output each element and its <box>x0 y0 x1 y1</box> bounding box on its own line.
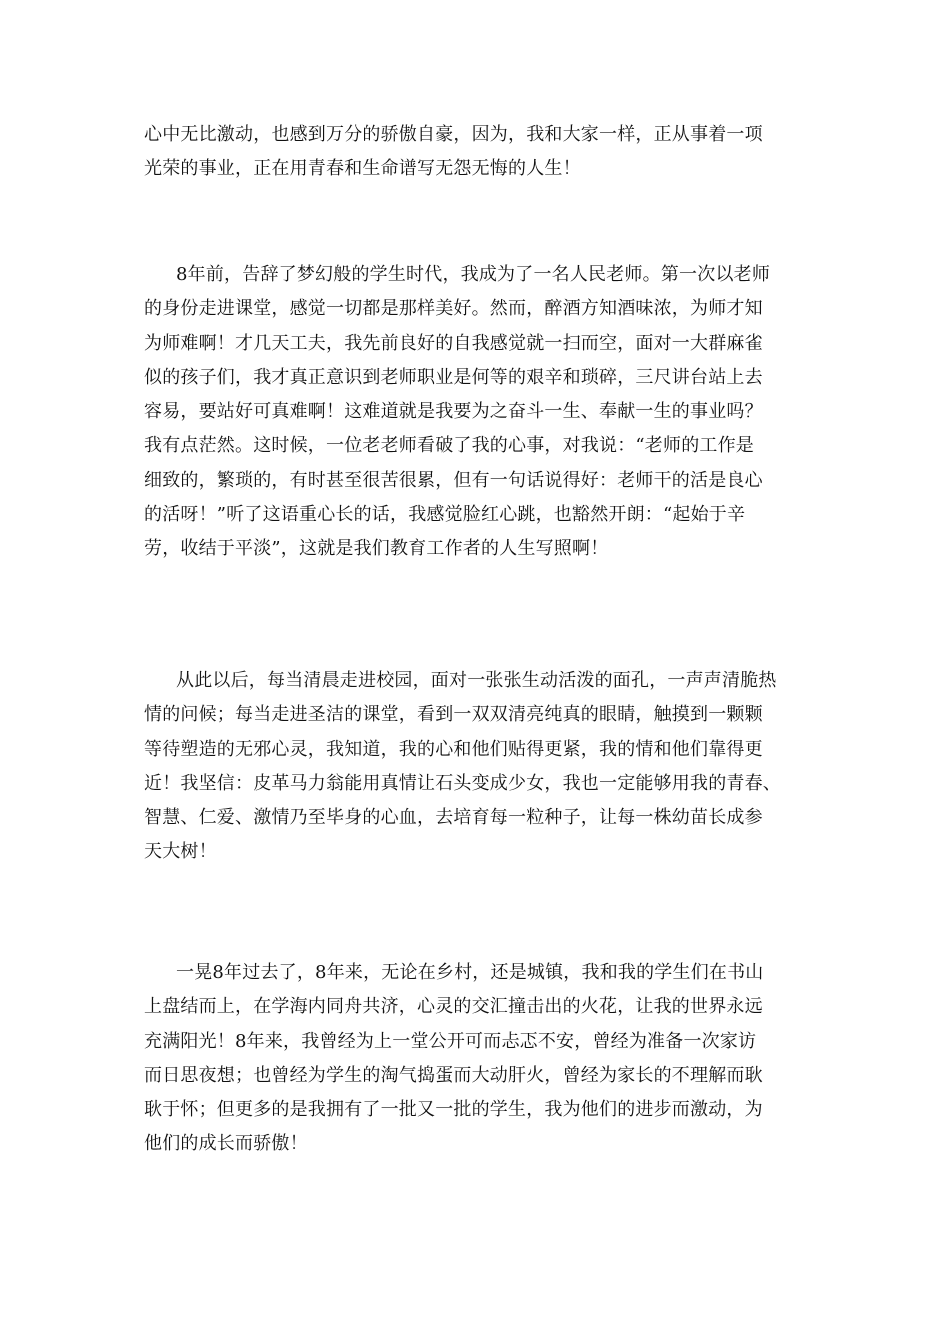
paragraph-line: 耿于怀；但更多的是我拥有了一批又一批的学生，我为他们的进步而激动，为 <box>144 1099 763 1121</box>
paragraph-line: 容易，要站好可真难啊！这难道就是我要为之奋斗一生、奉献一生的事业吗？ <box>144 401 763 423</box>
paragraph-line: 一晃8年过去了，8年来，无论在乡村，还是城镇，我和我的学生们在书山 <box>176 962 764 983</box>
paragraph-line: 我有点茫然。这时候，一位老老师看破了我的心事，对我说：“老师的工作是 <box>144 435 754 457</box>
paragraph-line: 上盘结而上，在学海内同舟共济，心灵的交汇撞击出的火花，让我的世界永远 <box>144 996 763 1018</box>
paragraph-line: 为师难啊！才几天工夫，我先前良好的自我感觉就一扫而空，面对一大群麻雀 <box>144 332 763 354</box>
paragraph-1 <box>144 118 812 187</box>
paragraph-line: 的活呀！”听了这语重心长的话，我感觉脸红心跳，也豁然开朗：“起始于辛 <box>144 504 746 526</box>
paragraph-line: 充满阳光！8年来，我曾经为上一堂公开可而忐忑不安，曾经为准备一次家访 <box>144 1030 757 1052</box>
paragraph-line: 情的问候；每当走进圣洁的课堂，看到一双双清亮纯真的眼睛，触摸到一颗颗 <box>144 704 763 726</box>
paragraph-4 <box>144 956 812 1162</box>
paragraph-3 <box>144 664 812 870</box>
paragraph-line: 光荣的事业，正在用青春和生命谱写无怨无悔的人生！ <box>144 158 581 180</box>
paragraph-line: 智慧、仁爱、激情乃至毕身的心血，去培育每一粒种子，让每一株幼苗长成参 <box>144 807 763 829</box>
paragraph-line: 的身份走进课堂，感觉一切都是那样美好。然而，醉酒方知酒味浓，为师才知 <box>144 298 763 320</box>
paragraph-line: 8年前，告辞了梦幻般的学生时代，我成为了一名人民老师。第一次以老师 <box>176 264 771 285</box>
paragraph-line: 从此以后，每当清晨走进校园，面对一张张生动活泼的面孔，一声声清脆热 <box>176 670 777 691</box>
paragraph-line: 心中无比激动，也感到万分的骄傲自豪，因为，我和大家一样，正从事着一项 <box>144 124 763 145</box>
paragraph-line: 劳，收结于平淡”，这就是我们教育工作者的人生写照啊！ <box>144 538 609 560</box>
paragraph-line: 天大树！ <box>144 841 217 863</box>
paragraph-line: 近！我坚信：皮革马力翁能用真情让石头变成少女，我也一定能够用我的青春、 <box>144 772 781 794</box>
paragraph-line: 他们的成长而骄傲！ <box>144 1133 308 1155</box>
paragraph-2 <box>144 258 812 567</box>
paragraph-line: 而日思夜想；也曾经为学生的淘气捣蛋而大动肝火，曾经为家长的不理解而耿 <box>144 1064 763 1086</box>
paragraph-line: 等待塑造的无邪心灵，我知道，我的心和他们贴得更紧，我的情和他们靠得更 <box>144 738 763 760</box>
paragraph-line: 细致的，繁琐的，有时甚至很苦很累，但有一句话说得好：老师干的活是良心 <box>144 469 763 491</box>
paragraph-line: 似的孩子们，我才真正意识到老师职业是何等的艰辛和琐碎，三尺讲台站上去 <box>144 366 763 388</box>
